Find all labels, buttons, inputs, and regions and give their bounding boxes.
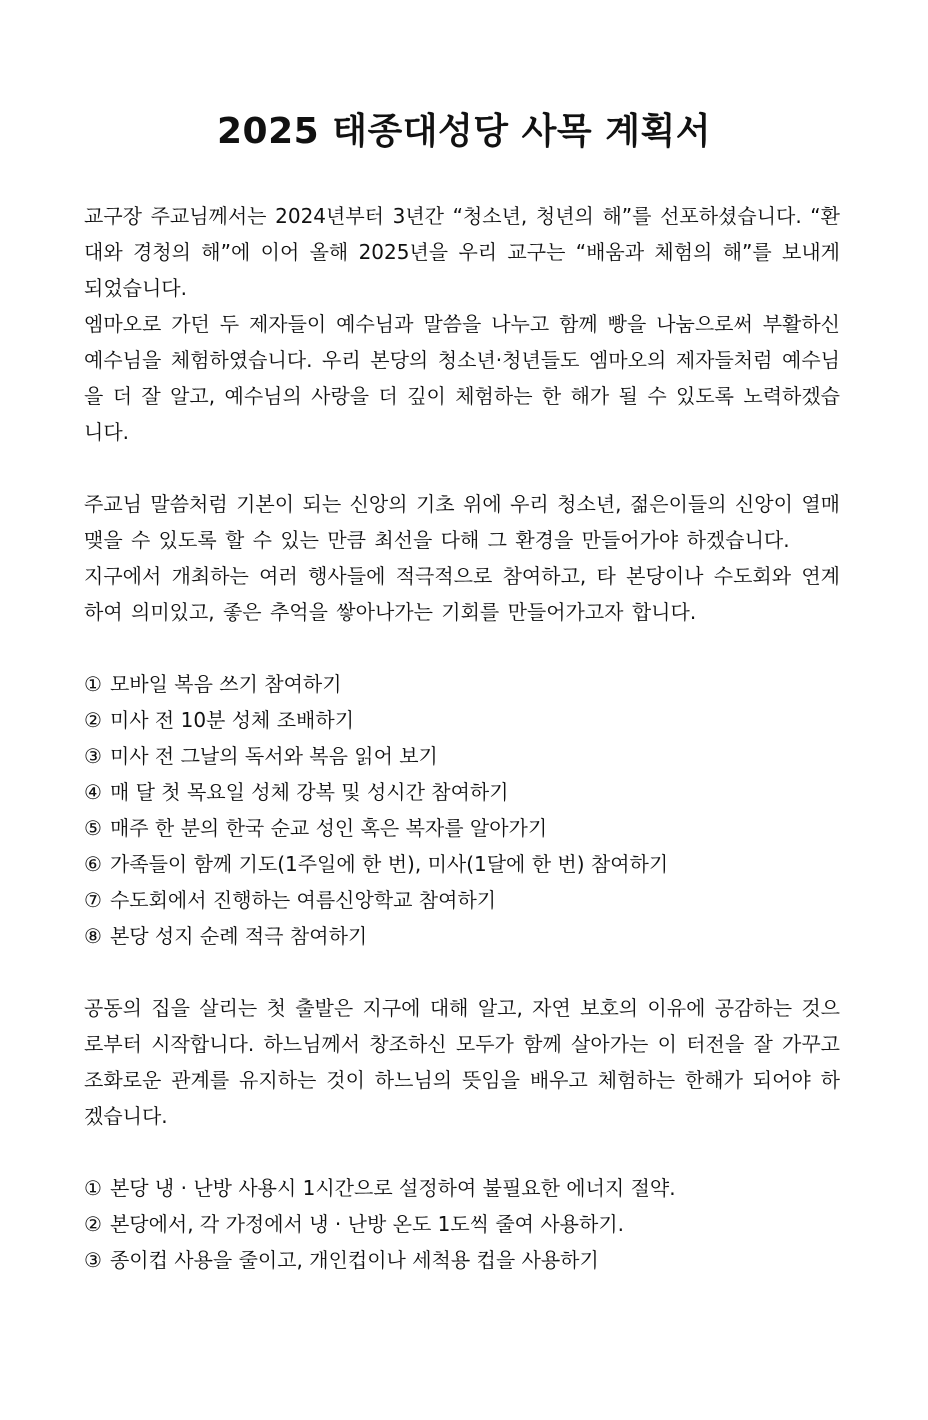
list-item: [84, 738, 840, 774]
list-item-text: 가족들이 함께 기도(1주일에 한 번), 미사(1달에 한 번) 참여하기: [109, 852, 669, 876]
spacer: [84, 450, 840, 486]
list-marker: ⑥: [84, 852, 102, 876]
list-item-text: 수도회에서 진행하는 여름신앙학교 참여하기: [109, 888, 497, 912]
list-item: [84, 774, 840, 810]
list-item-text: 미사 전 그날의 독서와 복음 읽어 보기: [109, 744, 438, 768]
list-item: [84, 702, 840, 738]
list-marker: ⑧: [84, 924, 102, 948]
list-item-text: 매 달 첫 목요일 성체 강복 및 성시간 참여하기: [109, 780, 509, 804]
list-item: [84, 1206, 840, 1242]
list-item-text: 본당 냉 · 난방 사용시 1시간으로 설정하여 불필요한 에너지 절약.: [109, 1176, 676, 1200]
list-marker: ①: [84, 672, 102, 696]
section1-list: [84, 666, 840, 954]
list-item-text: 본당에서, 각 가정에서 냉 · 난방 온도 1도씩 줄여 사용하기.: [109, 1212, 624, 1236]
section2-list: [84, 1170, 840, 1278]
list-item-text: 종이컵 사용을 줄이고, 개인컵이나 세척용 컵을 사용하기: [109, 1248, 599, 1272]
list-item: [84, 846, 840, 882]
section1-paragraph-2: 지구에서 개최하는 여러 행사들에 적극적으로 참여하고, 타 본당이나 수도회와 연계하여 의미있고, 좋은 추억을 쌓아나가는 기회를 만들어가고자 합니다.: [84, 564, 840, 624]
list-item-text: 미사 전 10분 성체 조배하기: [109, 708, 355, 732]
list-item: [84, 666, 840, 702]
list-item: [84, 810, 840, 846]
spacer: [84, 1134, 840, 1170]
list-item-text: 모바일 복음 쓰기 참여하기: [109, 672, 342, 696]
list-marker: ⑦: [84, 888, 102, 912]
list-item: [84, 918, 840, 954]
list-item: [84, 1170, 840, 1206]
list-marker: ②: [84, 708, 102, 732]
spacer: [84, 630, 840, 666]
page-title: 2025 태종대성당 사목 계획서: [216, 111, 712, 152]
spacer: [84, 954, 840, 990]
section2-paragraph: 공동의 집을 살리는 첫 출발은 지구에 대해 알고, 자연 보호의 이유에 공감하는 것으로부터 시작합니다. 하느님께서 창조하신 모두가 함께 살아가는 이 터전을 잘 가꾸고 조화로운 관계를 유지하는 것이 하느님의 뜻임을 배우고 체험하는 한해가 되어야 하겠습니다.: [84, 996, 840, 1128]
list-marker: ④: [84, 780, 102, 804]
list-marker: ③: [84, 1248, 102, 1272]
list-item-text: 매주 한 분의 한국 순교 성인 혹은 복자를 알아가기: [109, 816, 548, 840]
section1-paragraph-1: 주교님 말씀처럼 기본이 되는 신앙의 기초 위에 우리 청소년, 젊은이들의 신앙이 열매 맺을 수 있도록 할 수 있는 만큼 최선을 다해 그 환경을 만들어가야 하겠습니다.: [84, 492, 840, 552]
list-item: [84, 1242, 840, 1278]
list-marker: ⑤: [84, 816, 102, 840]
list-marker: ②: [84, 1212, 102, 1236]
list-item-text: 본당 성지 순례 적극 참여하기: [109, 924, 368, 948]
intro-paragraph-1: 교구장 주교님께서는 2024년부터 3년간 “청소년, 청년의 해”를 선포하셨습니다. “환대와 경청의 해”에 이어 올해 2025년을 우리 교구는 “배움과 체험의 해”를 보내게 되었습니다.: [84, 204, 840, 300]
intro-paragraph-2: 엠마오로 가던 두 제자들이 예수님과 말씀을 나누고 함께 빵을 나눔으로써 부활하신 예수님을 체험하였습니다. 우리 본당의 청소년·청년들도 엠마오의 제자들처럼 예수님을 더 잘 알고, 예수님의 사랑을 더 깊이 체험하는 한 해가 될 수 있도록 노력하겠습니다.: [84, 312, 840, 444]
list-marker: ①: [84, 1176, 102, 1200]
list-marker: ③: [84, 744, 102, 768]
list-item: [84, 882, 840, 918]
document-body: [84, 198, 840, 1278]
